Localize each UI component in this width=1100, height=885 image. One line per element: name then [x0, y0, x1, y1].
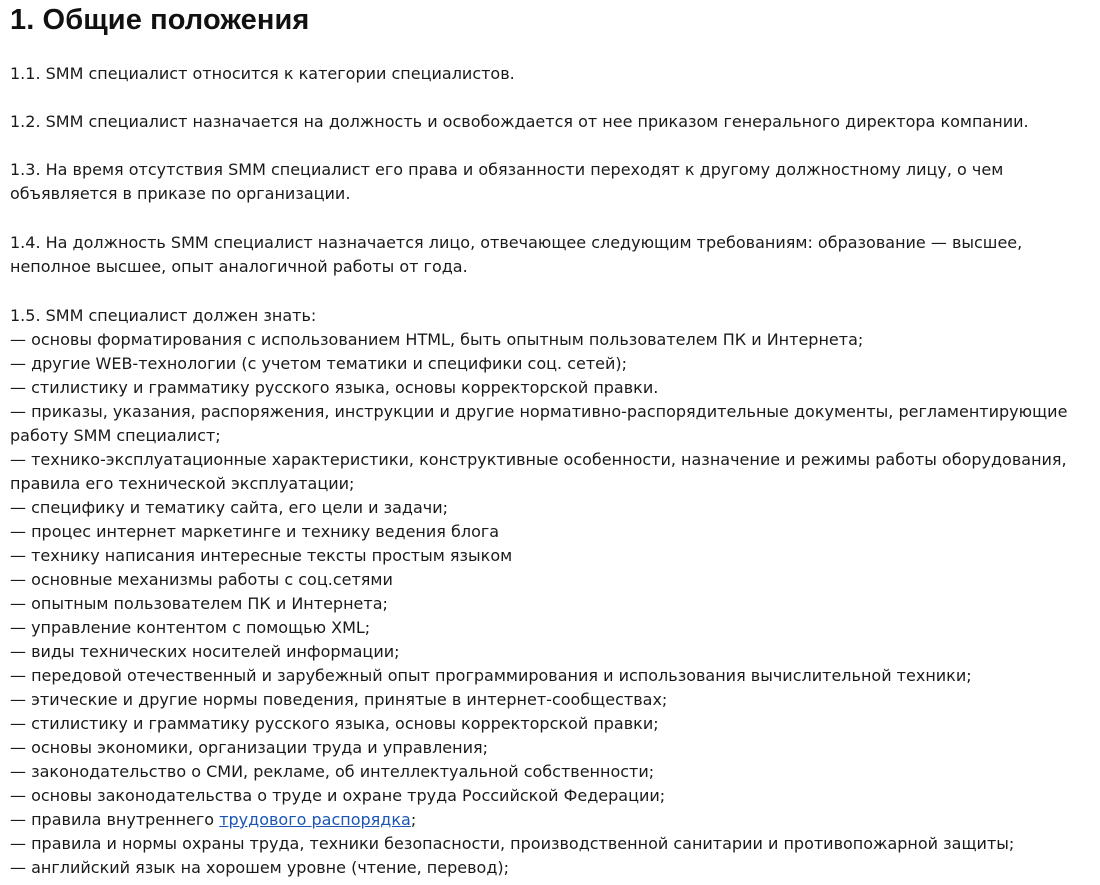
list-item: — стилистику и грамматику русского языка, основы корректорской правки. — [10, 378, 659, 397]
list-item: — передовой отечественный и зарубежный опыт программирования и использования вычислительной техники; — [10, 666, 972, 685]
paragraph-1-1: 1.1. SMM специалист относится к категории специалистов. — [10, 64, 515, 83]
list-item: — основы экономики, организации труда и управления; — [10, 738, 489, 757]
list-item: — технику написания интересные тексты простым языком — [10, 546, 513, 565]
rules-suffix: ; — [410, 810, 417, 829]
labor-rules-link[interactable]: трудового распорядка — [219, 810, 411, 829]
list-item: — законодательство о СМИ, рекламе, об интеллектуальной собственности; — [10, 762, 655, 781]
knowledge-list — [10, 328, 1100, 880]
document-page — [10, 0, 1100, 880]
list-item: — английский язык на хорошем уровне (чтение, перевод); — [10, 858, 510, 877]
list-item: — основные механизмы работы с соц.сетями — [10, 570, 393, 589]
paragraph-1-5 — [10, 304, 1100, 880]
rules-prefix: — правила внутреннего — [10, 810, 220, 829]
list-item: — приказы, указания, распоряжения, инструкции и другие нормативно-распорядительные документы, регламентирующие работу SMM специалист; — [10, 402, 1068, 445]
list-item: — основы законодательства о труде и охране труда Российской Федерации; — [10, 786, 666, 805]
list-item: — специфику и тематику сайта, его цели и задачи; — [10, 498, 449, 517]
list-item: — другие WEB-технологии (с учетом тематики и специфики соц. сетей); — [10, 354, 628, 373]
paragraph-1-2: 1.2. SMM специалист назначается на должность и освобождается от нее приказом генерального директора компании. — [10, 112, 1029, 131]
list-item: — технико-эксплуатационные характеристики, конструктивные особенности, назначение и режимы работы оборудования, правила его технической эксплуатации; — [10, 450, 1067, 493]
list-item: — виды технических носителей информации; — [10, 642, 400, 661]
list-item: — управление контентом с помощью XML; — [10, 618, 371, 637]
section-title: 1. Общие положения — [10, 4, 310, 36]
paragraph-1-3: 1.3. На время отсутствия SMM специалист его права и обязанности переходят к другому должностному лицу, о чем объявляется в приказе по организации. — [10, 160, 1004, 203]
paragraph-1-4: 1.4. На должность SMM специалист назначается лицо, отвечающее следующим требованиям: образование — высшее, неполное высшее, опыт аналогичной работы от года. — [10, 233, 1023, 276]
list-item: — опытным пользователем ПК и Интернета; — [10, 594, 388, 613]
list-item-rules — [10, 808, 1100, 832]
list-item: — основы форматирования с использованием HTML, быть опытным пользователем ПК и Интернета; — [10, 330, 864, 349]
list-item: — правила и нормы охраны труда, техники безопасности, производственной санитарии и противопожарной защиты; — [10, 834, 1015, 853]
list-item: — этические и другие нормы поведения, принятые в интернет-сообществах; — [10, 690, 668, 709]
paragraph-1-5-intro: 1.5. SMM специалист должен знать: — [10, 306, 317, 325]
list-item: — стилистику и грамматику русского языка, основы корректорской правки; — [10, 714, 659, 733]
list-item: — процес интернет маркетинге и технику ведения блога — [10, 522, 500, 541]
